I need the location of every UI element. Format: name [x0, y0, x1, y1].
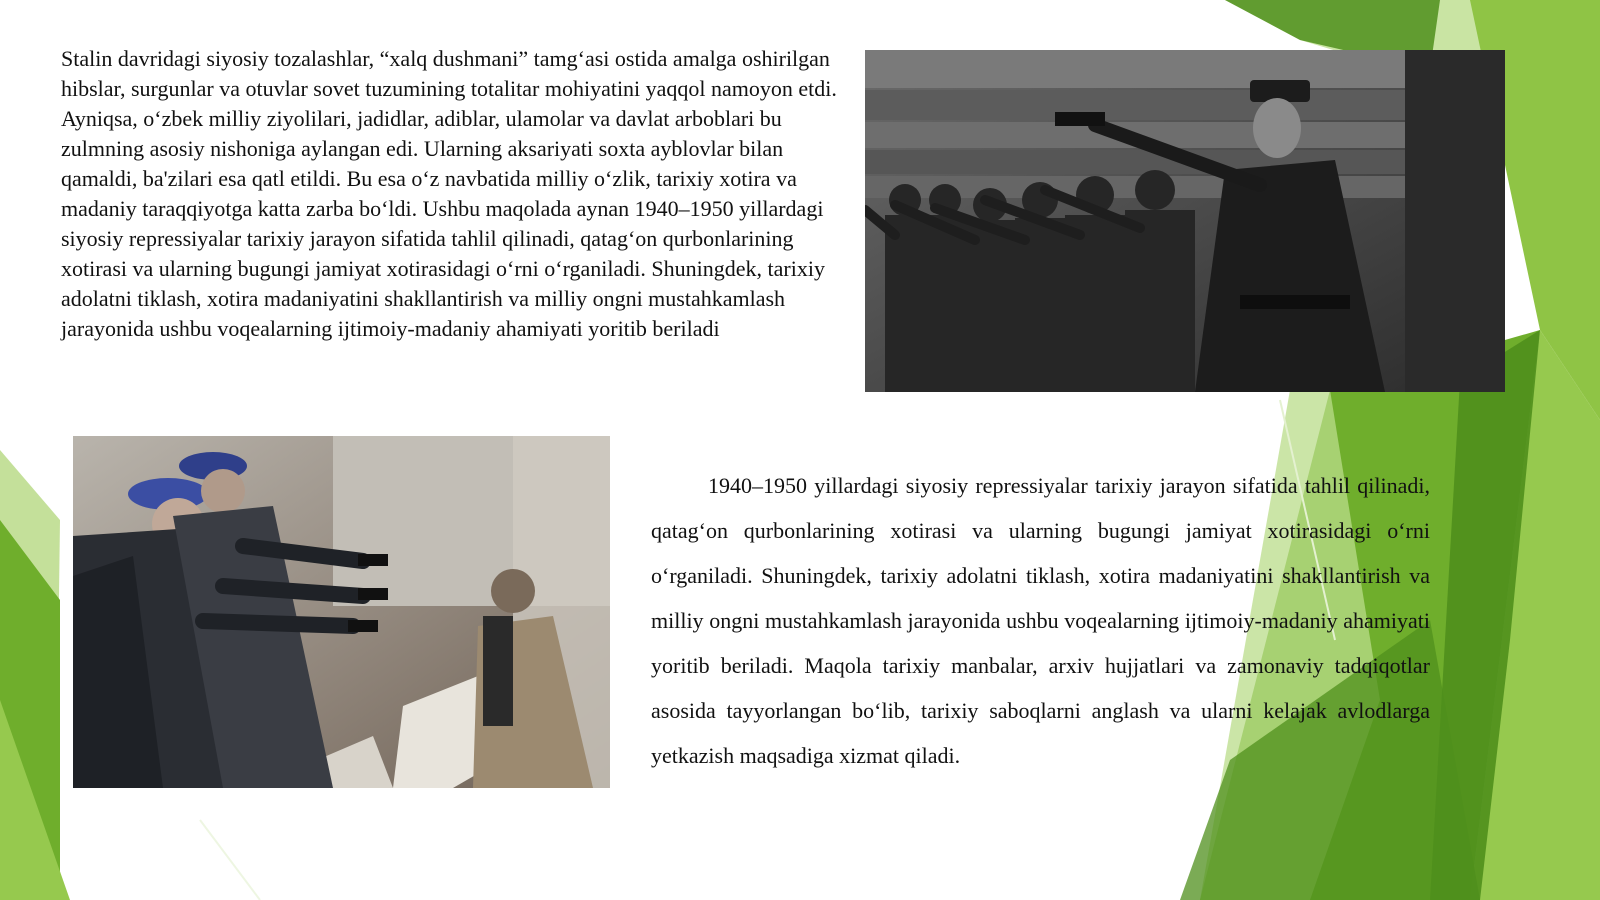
photo-execution-squad — [865, 50, 1505, 392]
execution-photo-color — [73, 436, 610, 788]
photo-execution-color — [73, 436, 610, 788]
paragraph-bottom: 1940–1950 yillardagi siyosiy repressiyalar tarixiy jarayon sifatida tahlil qilinadi, qatag‘on qurbonlarining xotirasi va ularning bugungi jamiyat xotirasidagi o‘rni o‘rganiladi. Shuningdek, tarixiy adolatni tiklash, xotira madaniyatini shakllantirish va milliy ongni mustahkamlash jarayonida ushbu voqealarning ijtimoiy-madaniy ahamiyati yoritib beriladi. Maqola tarixiy manbalar, arxiv hujjatlari va zamonaviy tadqiqotlar asosida tayyorlangan bo‘lib, tarixiy saboqlarni anglash va ularni kelajak avlodlarga yetkazish maqsadiga xizmat qiladi. — [651, 473, 1430, 768]
paragraph-top: Stalin davridagi siyosiy tozalashlar, “xalq dushmani” tamg‘asi ostida amalga oshirilgan hibslar, surgunlar va otuvlar sovet tuzumining totalitar mohiyatini yaqqol namoyon etdi. Ayniqsa, o‘zbek milliy ziyolilari, jadidlar, adiblar, ulamolar va davlat arboblari bu zulmning asosiy nishoniga aylangan edi. Ularning aksariyati soxta ayblovlar bilan qamaldi, ba'zilari esa qatl etildi. Bu esa o‘z navbatida milliy o‘zlik, tarixiy xotira va madaniy taraqqiyotga katta zarba bo‘ldi. Ushbu maqolada aynan 1940–1950 yillardagi siyosiy repressiyalar tarixiy jarayon sifatida tahlil qilinadi, qatag‘on qurbonlarining xotirasi va ularning bugungi jamiyat xotirasidagi o‘rni o‘rganiladi. Shuningdek, tarixiy adolatni tiklash, xotira madaniyatini shakllantirish va milliy ongni mustahkamlash jarayonida ushbu voqealarning ijtimoiy-madaniy ahamiyati yoritib beriladi — [61, 46, 837, 341]
facet-line — [200, 820, 260, 900]
execution-squad-photo-bw — [865, 50, 1505, 392]
